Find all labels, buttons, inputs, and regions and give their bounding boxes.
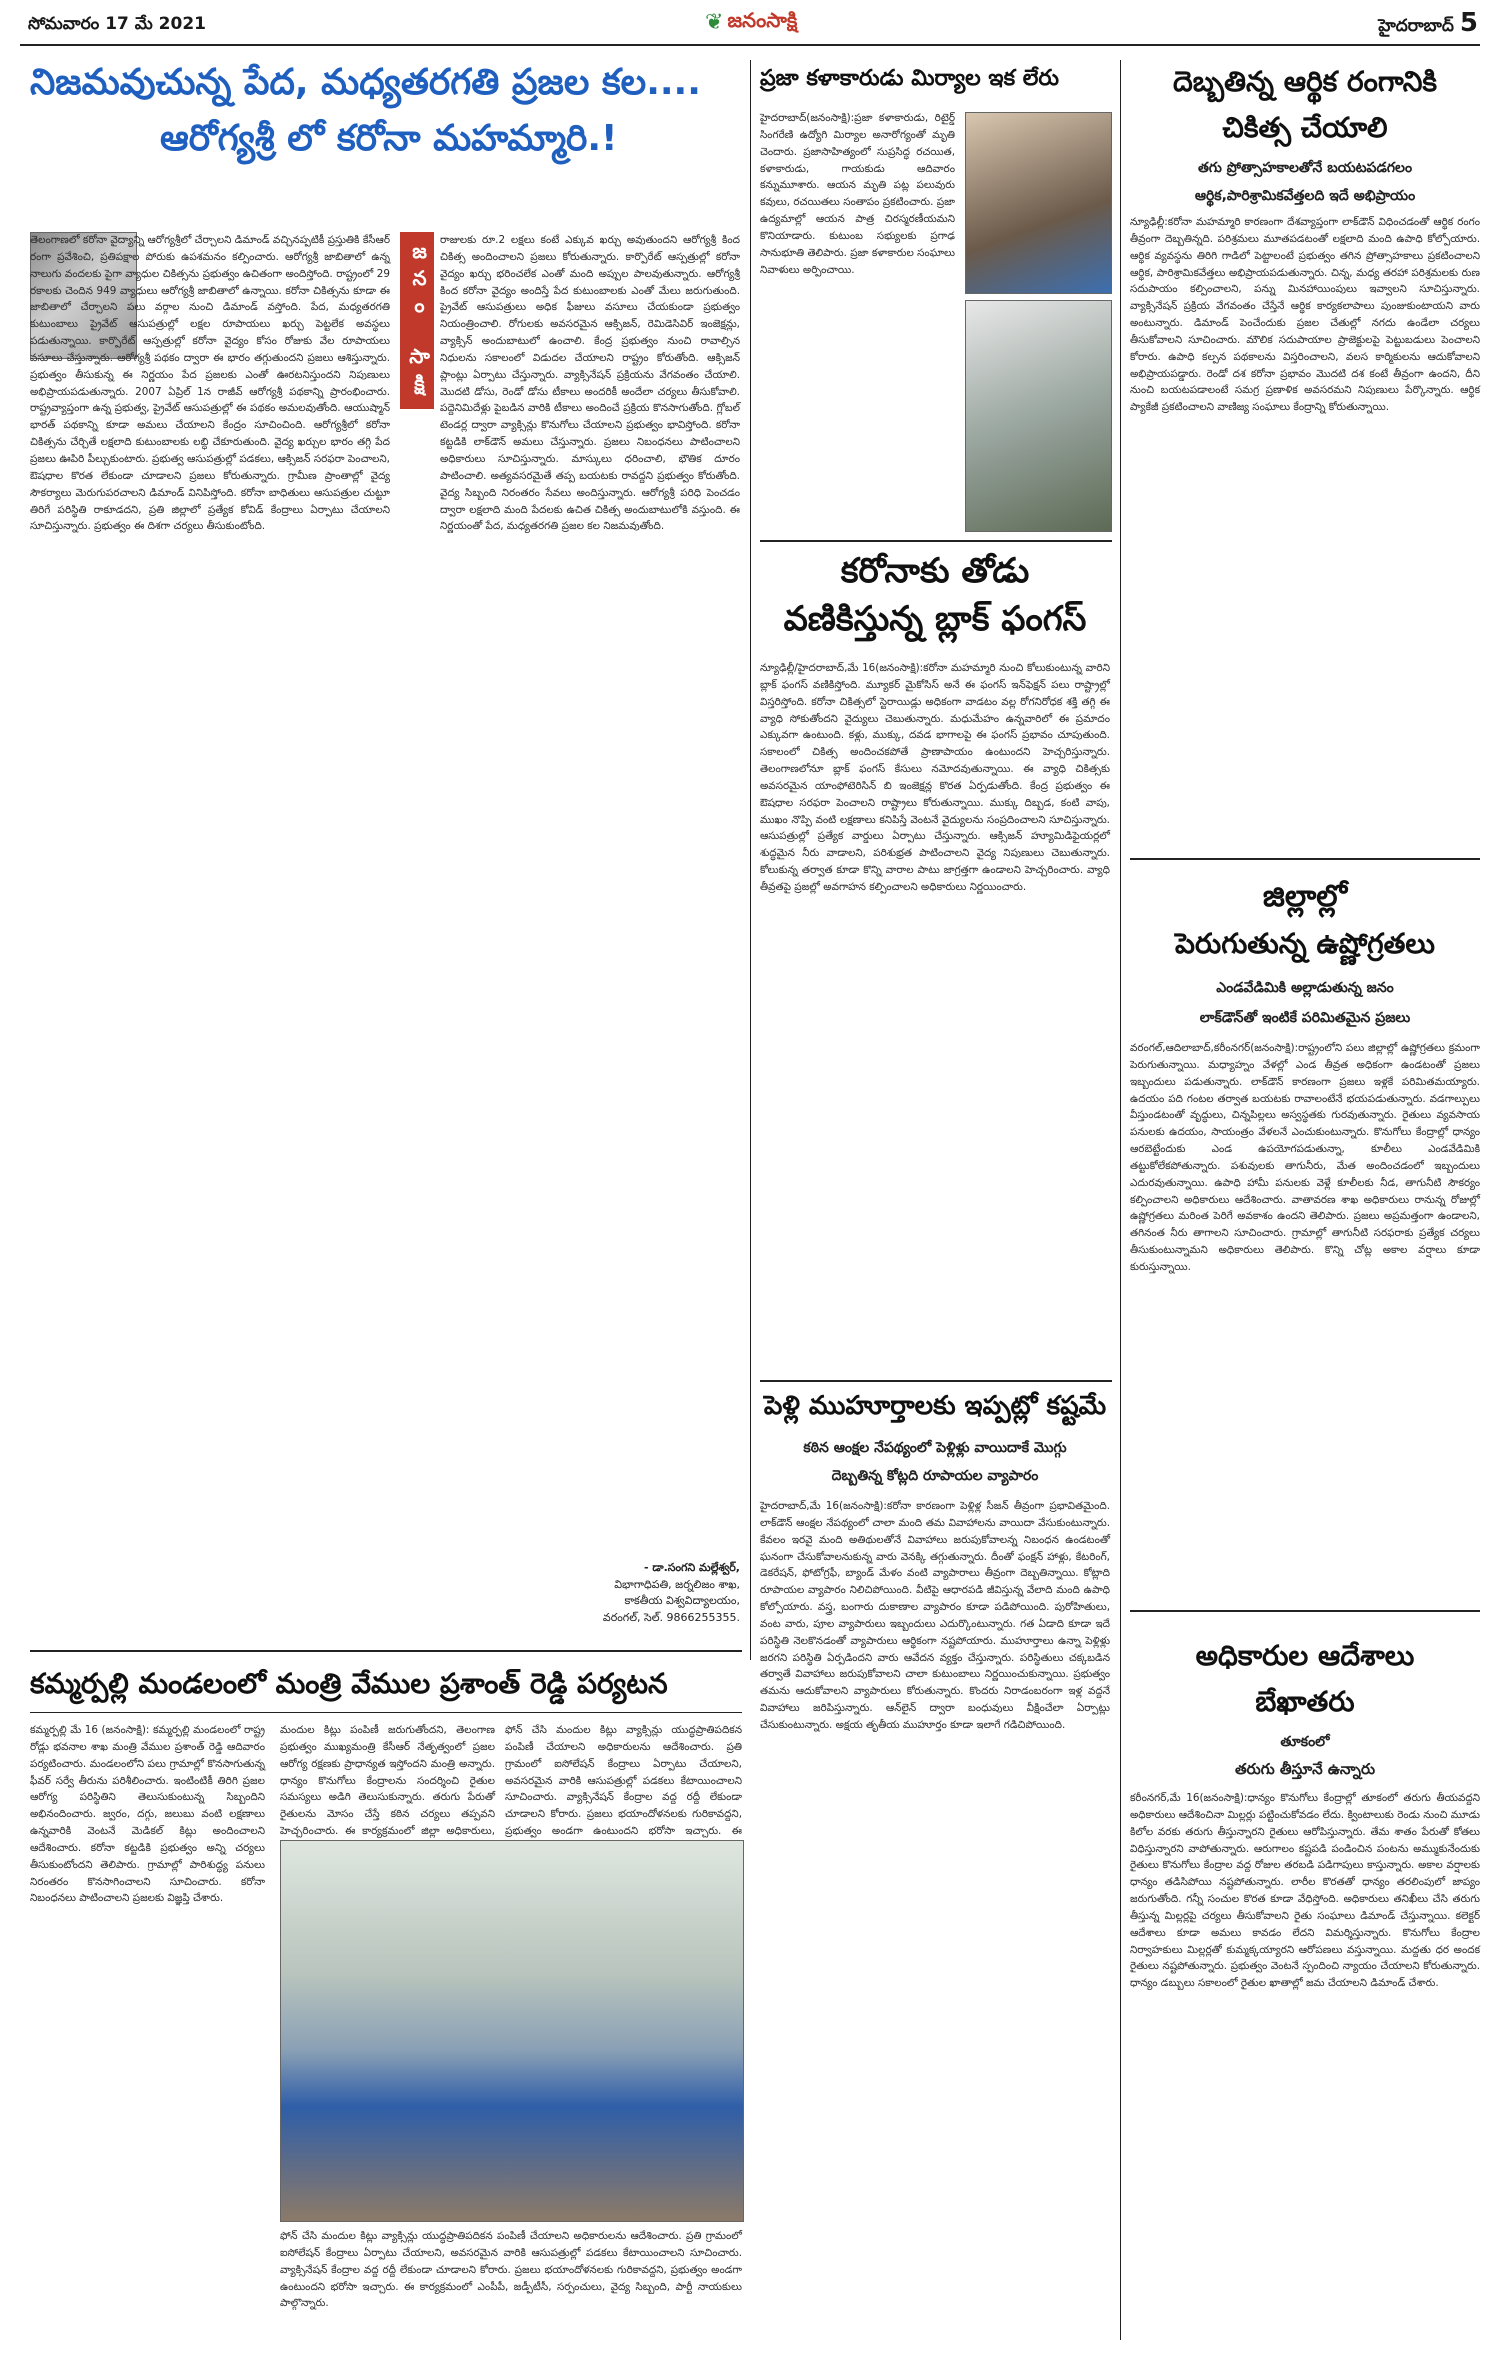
issue-date: సోమవారం 17 మే 2021 <box>28 14 206 34</box>
districts-text: వరంగల్,ఆదిలాబాద్,కరీంనగర్(జనంసాక్షి):రాష్ట్రంలోని పలు జిల్లాల్లో ఉష్ణోగ్రతలు క్రమంగా పెరుగుతున్నాయి. మధ్యాహ్నం వేళల్లో ఎండ తీవ్రత అధికంగా ఉండటంతో ప్రజలు ఇబ్బందులు పడుతున్నారు. లాక్‌డౌన్ కారణంగా ప్రజలు ఇళ్లకే పరిమితమయ్యారు. ఉదయం పది గంటల తర్వాత బయటకు రావాలంటేనే భయపడుతున్నారు. వడగాల్పులు వీస్తుండటంతో వృద్ధులు, చిన్నపిల్లలు అస్వస్థతకు గురవుతున్నారు. రైతులు వ్యవసాయ పనులకు ఉదయం, సాయంత్రం వేళలనే ఎంచుకుంటున్నారు. కొనుగోలు కేంద్రాల్లో ధాన్యం ఆరబెట్టేందుకు ఎండ ఉపయోగపడుతున్నా, కూలీలు ఎండవేడిమికి తట్టుకోలేకపోతున్నారు. పశువులకు తాగునీరు, మేత అందించడంలో ఇబ్బందులు ఎదురవుతున్నాయి. ఉపాధి హామీ పనులకు వెళ్లే కూలీలకు నీడ, తాగునీటి సౌకర్యం కల్పించాలని అధికారులు ఆదేశించారు. వాతావరణ శాఖ అధికారులు రానున్న రోజుల్లో ఉష్ణోగ్రతలు మరింత పెరిగే అవకాశం ఉందని తెలిపారు. ప్రజలు అప్రమత్తంగా ఉండాలని, తగినంత నీరు తాగాలని సూచించారు. గ్రామాల్లో తాగునీటి సరఫరాకు ప్రత్యేక చర్యలు తీసుకుంటున్నామని అధికారులు తెలిపారు. కొన్ని చోట్ల అకాల వర్షాలు కూడా కురుస్తున్నాయి. <box>1130 1042 1480 1273</box>
obit-event-photo <box>965 300 1112 532</box>
lead-signature <box>440 1560 740 1626</box>
page-locator <box>1378 8 1478 40</box>
economy-headline-2: చికిత్స చేయాలి <box>1222 111 1388 144</box>
officials-subhead-2: తరుగు తీస్తూనే ఉన్నారు <box>1234 1760 1376 1778</box>
minister-column-1: కమ్మర్పల్లి మే 16 (జనంసాక్షి): కమ్మర్పల్లి మండలంలో రాష్ట్ర రోడ్లు భవనాల శాఖ మంత్రి వేముల ప్రశాంత్ రెడ్డి ఆదివారం పర్యటించారు. మండలంలోని పలు గ్రామాల్లో కొనసాగుతున్న ఫీవర్ సర్వే తీరును పరిశీలించారు. ఇంటింటికీ తిరిగి ప్రజల ఆరోగ్య పరిస్థితిని తెలుసుకుంటున్న సిబ్బందిని అభినందించారు. జ్వరం, దగ్గు, జలుబు వంటి లక్షణాలు ఉన్నవారికి వెంటనే మెడికల్ కిట్లు అందించాలని ఆదేశించారు. కరోనా కట్టడికి ప్రభుత్వం అన్ని చర్యలు తీసుకుంటోందని తెలిపారు. గ్రామాల్లో పారిశుద్ధ్య పనులు నిరంతరం కొనసాగించాలని సూచించారు. కరోనా నిబంధనలు పాటించాలని ప్రజలకు విజ్ఞప్తి చేశారు. <box>30 1724 265 1905</box>
fungus-headline-1: కరోనాకు తోడు <box>840 551 1030 591</box>
minister-photo-caption: ఫోన్ చేసి మందుల కిట్లు వ్యాక్సిన్లు యుద్ధప్రాతిపదికన పంపిణీ చేయాలని అధికారులను ఆదేశించారు. ప్రతి గ్రామంలో ఐసోలేషన్ కేంద్రాలు ఏర్పాటు చేయాలని, అవసరమైన వారికి ఆసుపత్రుల్లో పడకలు కేటాయించాలని సూచించారు. వ్యాక్సినేషన్ కేంద్రాల వద్ద రద్దీ లేకుండా చూడాలని కోరారు. ప్రజలు భయాందోళనలకు గురికావద్దని, ప్రభుత్వం అండగా ఉంటుందని భరోసా ఇచ్చారు. ఈ కార్యక్రమంలో ఎంపీపీ, జడ్పీటీసీ, సర్పంచులు, వైద్య సిబ్బంది, పార్టీ నాయకులు పాల్గొన్నారు. <box>280 2230 742 2310</box>
signature-dept: విభాగాధిపతి, జర్నలిజం శాఖ, <box>614 1577 740 1591</box>
lead-bottom-rule <box>30 1650 742 1652</box>
obit-headline: ప్రజా కళాకారుడు మిర్యాల ఇక లేరు <box>760 66 1059 91</box>
officials-headline-1: అధికారుల ఆదేశాలు <box>1195 1639 1415 1672</box>
lead-headline-2: ఆరోగ్యశ్రీ లో కరోనా మహమ్మారి.! <box>160 118 618 159</box>
lead-column-1: తెలంగాణలో కరోనా వైద్యాన్ని ఆరోగ్యశ్రీలో చేర్చాలని డిమాండ్ వచ్చినప్పటికీ ప్రస్తుతికి కేసీఆర్ రంగా ప్రవేశించి, ప్రతిపక్షాల పోరుకు ఉపశమనం కల్పించారు. ఆరోగ్యశ్రీ జాబితాలో ఉన్న నాలుగు వందలకు పైగా వ్యాధుల చికిత్సను ప్రభుత్వం ఉచితంగా అందిస్తోంది. రాష్ట్రంలో 29 రకాలకు చెందిన 949 వ్యాధులు ఆరోగ్యశ్రీ జాబితాలో ఉన్నాయి. కరోనా చికిత్సను కూడా ఈ జాబితాలో చేర్చాలని పలు వర్గాల నుంచి డిమాండ్ వస్తోంది. పేద, మధ్యతరగతి కుటుంబాలు ప్రైవేట్ ఆసుపత్రుల్లో లక్షల రూపాయలు ఖర్చు పెట్టలేక అవస్థలు పడుతున్నాయి. కార్పొరేట్ ఆస్పత్రుల్లో కరోనా వైద్యం కోసం రోజుకు వేల రూపాయలు వసూలు చేస్తున్నారు. ఆరోగ్యశ్రీ పథకం ద్వారా ఈ భారం తగ్గుతుందని ప్రజలు ఆశిస్తున్నారు. ప్రభుత్వం తీసుకున్న ఈ నిర్ణయం పేద ప్రజలకు ఎంతో ఊరటనిస్తుందని నిపుణులు అభిప్రాయపడుతున్నారు. 2007 ఏప్రిల్ 1న రాజీవ్ ఆరోగ్యశ్రీ పథకాన్ని ప్రారంభించారు. రాష్ట్రవ్యాప్తంగా ఉన్న ప్రభుత్వ, ప్రైవేట్ ఆసుపత్రుల్లో ఈ పథకం అమలవుతోంది. ఆయుష్మాన్ భారత్ పథకాన్ని కూడా అమలు చేయాలని కేంద్రం సూచించింది. ఆరోగ్యశ్రీలో కరోనా చికిత్సను చేర్చితే లక్షలాది కుటుంబాలకు లబ్ధి చేకూరుతుంది. వైద్య ఖర్చుల భారం తగ్గి పేద ప్రజలు ఊపిరి పీల్చుకుంటారు. ప్రభుత్వ ఆసుపత్రుల్లో పడకలు, ఆక్సిజన్ సరఫరా పెంచాలని, ఔషధాల కొరత లేకుండా చూడాలని ప్రజలు కోరుతున్నారు. గ్రామీణ ప్రాంతాల్లో వైద్య సౌకర్యాలు మెరుగుపరచాలని డిమాండ్ వినిపిస్తోంది. కరోనా బాధితులు ఆసుపత్రుల చుట్టూ తిరిగే పరిస్థితి రాకూడదని, ప్రతి జిల్లాలో ప్రత్యేక కోవిడ్ కేంద్రాలు ఏర్పాటు చేయాలని సూచిస్తున్నారు. ప్రభుత్వం ఈ దిశగా చర్యలు తీసుకుంటోంది. <box>30 234 390 533</box>
paper-masthead <box>705 8 797 37</box>
districts-bottom-rule <box>1130 1610 1480 1612</box>
column-rule-b <box>1120 60 1121 2340</box>
economy-subhead-1: తగు ప్రోత్సాహకాలతోనే బయటపడగలం <box>1197 160 1413 176</box>
districts-subhead-1: ఎండవేడిమికి అల్లాడుతున్న జనం <box>1216 980 1394 996</box>
officials-subhead-1: తూకంలో <box>1280 1734 1330 1750</box>
paper-name: జనంసాక్షి <box>727 8 798 32</box>
officials-headline-2: బేఖాతరు <box>1255 1685 1355 1718</box>
sprout-logo-icon: ❦ <box>705 10 724 35</box>
districts-subhead-2: లాక్‌డౌన్‌తో ఇంటికే పరిమితమైన ప్రజలు <box>1199 1010 1411 1026</box>
signature-name: - డా.సంగని మల్లేశ్వర్, <box>643 1561 740 1574</box>
obit-text: హైదరాబాద్(జనంసాక్షి):ప్రజా కళాకారుడు, రిటైర్డ్ సింగరేణి ఉద్యోగి మిర్యాల అనారోగ్యంతో మృతి చెందారు. ప్రజాసాహిత్యంలో సుప్రసిద్ధ రచయిత, కళాకారుడు, గాయకుడు ఆదివారం కన్నుమూశారు. ఆయన మృతి పట్ల పలువురు కవులు, రచయితలు సంతాపం ప్రకటించారు. ప్రజా ఉద్యమాల్లో ఆయన పాత్ర చిరస్మరణీయమని కొనియాడారు. కుటుంబ సభ్యులకు ప్రగాఢ సానుభూతి తెలిపారు. ప్రజా కళాకారుల సంఘాలు నివాళులు అర్పించాయి. <box>760 112 955 276</box>
minister-column-3: ఫోన్ చేసి మందుల కిట్లు వ్యాక్సిన్లు యుద్ధప్రాతిపదికన పంపిణీ చేయాలని అధికారులను ఆదేశించారు. ప్రతి గ్రామంలో ఐసోలేషన్ కేంద్రాలు ఏర్పాటు చేయాలని, అవసరమైన వారికి ఆసుపత్రుల్లో పడకలు కేటాయించాలని సూచించారు. వ్యాక్సినేషన్ కేంద్రాల వద్ద రద్దీ లేకుండా చూడాలని కోరారు. ప్రజలు భయాందోళనలకు గురికావద్దని, ప్రభుత్వం అండగా ఉంటుందని భరోసా ఇచ్చారు. ఈ <box>505 1724 742 1838</box>
obit-bottom-rule <box>760 540 1112 542</box>
economy-text: న్యూఢిల్లీ:కరోనా మహమ్మారి కారణంగా దేశవ్యాప్తంగా లాక్‌డౌన్ విధించడంతో ఆర్థిక రంగం తీవ్రంగా దెబ్బతిన్నది. పరిశ్రమలు మూతపడటంతో లక్షలాది మంది ఉపాధి కోల్పోయారు. ఆర్థిక వ్యవస్థను తిరిగి గాడిలో పెట్టాలంటే ప్రభుత్వం తగిన ప్రోత్సాహకాలు ప్రకటించాలని ఆర్థిక, పారిశ్రామికవేత్తలు అభిప్రాయపడుతున్నారు. చిన్న, మధ్య తరహా పరిశ్రమలకు రుణ సదుపాయం కల్పించాలని, పన్ను మినహాయింపులు ఇవ్వాలని సూచిస్తున్నారు. వ్యాక్సినేషన్ ప్రక్రియ వేగవంతం చేస్తేనే ఆర్థిక కార్యకలాపాలు పుంజుకుంటాయని వారు అంటున్నారు. డిమాండ్ పెంచేందుకు ప్రజల చేతుల్లో నగదు ఉండేలా చర్యలు తీసుకోవాలని సూచించారు. మౌలిక సదుపాయాల ప్రాజెక్టులపై పెట్టుబడులు పెంచాలని కోరారు. ఉపాధి కల్పన పథకాలను విస్తరించాలని, వలస కార్మికులను ఆదుకోవాలని అభిప్రాయపడ్డారు. రెండో దశ కరోనా ప్రభావం మొదటి దశ కంటే తీవ్రంగా ఉందని, దీని నుంచి బయటపడాలంటే సమగ్ర ప్రణాళిక అవసరమని నిపుణులు పేర్కొన్నారు. ఆర్థిక ప్యాకేజీ ప్రకటించాలని వాణిజ్య సంఘాలు కేంద్రాన్ని కోరుతున్నాయి. <box>1130 216 1480 414</box>
signature-university: కాకతీయ విశ్వవిద్యాలయం, <box>624 1594 740 1607</box>
economy-headline-1: దెబ్బతిన్న ఆర్థిక రంగానికి <box>1172 65 1438 98</box>
weddings-subhead-2: దెబ్బతిన్న కోట్లది రూపాయల వ్యాపారం <box>831 1468 1039 1484</box>
fungus-text: న్యూఢిల్లీ/హైదరాబాద్,మే 16(జనంసాక్షి):కరోనా మహమ్మారి నుంచి కోలుకుంటున్న వారిని బ్లాక్ ఫంగస్ వణికిస్తోంది. మ్యూకర్ మైకోసిస్ అనే ఈ ఫంగస్ ఇన్‌ఫెక్షన్ పలు రాష్ట్రాల్లో విస్తరిస్తోంది. కరోనా చికిత్సలో స్టెరాయిడ్లు అధికంగా వాడటం వల్ల రోగనిరోధక శక్తి తగ్గి ఈ వ్యాధి సోకుతోందని వైద్యులు చెబుతున్నారు. మధుమేహం ఉన్నవారిలో ఈ ప్రమాదం ఎక్కువగా ఉంటుంది. కళ్లు, ముక్కు, దవడ భాగాలపై ఈ ఫంగస్ ప్రభావం చూపుతుంది. సకాలంలో చికిత్స అందించకపోతే ప్రాణాపాయం ఉంటుందని హెచ్చరిస్తున్నారు. తెలంగాణలోనూ బ్లాక్ ఫంగస్ కేసులు నమోదవుతున్నాయి. ఈ వ్యాధి చికిత్సకు అవసరమైన యాంఫోటెరిసిన్ బి ఇంజెక్షన్ల కొరత ఏర్పడుతోంది. కేంద్ర ప్రభుత్వం ఈ ఔషధాల సరఫరా పెంచాలని రాష్ట్రాలు కోరుతున్నాయి. ముక్కు దిబ్బడ, కంటి వాపు, ముఖం నొప్పి వంటి లక్షణాలు కనిపిస్తే వెంటనే వైద్యులను సంప్రదించాలని సూచిస్తున్నారు. ఆసుపత్రుల్లో ప్రత్యేక వార్డులు ఏర్పాటు చేస్తున్నారు. ఆక్సిజన్ హ్యూమిడిఫైయర్లలో శుద్ధమైన నీరు వాడాలని, పరిశుభ్రత పాటించాలని వైద్య నిపుణులు చెబుతున్నారు. కోలుకున్న తర్వాత కూడా కొన్ని వారాల పాటు జాగ్రత్తగా ఉండాలని హెచ్చరించారు. వ్యాధి తీవ్రతపై ప్రజల్లో అవగాహన కల్పించాలని అధికారులు నిర్ణయించారు. <box>760 662 1110 893</box>
weddings-headline: పెళ్లి ముహూర్తాలకు ఇప్పట్లో కష్టమే <box>763 1391 1107 1421</box>
page-number: 5 <box>1459 8 1478 38</box>
minister-column-2: మందుల కిట్లు పంపిణీ జరుగుతోందని, తెలంగాణ ప్రభుత్వం ముఖ్యమంత్రి కేసీఆర్ నేతృత్వంలో ప్రజల ఆరోగ్య రక్షణకు ప్రాధాన్యత ఇస్తోందని మంత్రి అన్నారు. ధాన్యం కొనుగోలు కేంద్రాలను సందర్శించి రైతుల సమస్యలు అడిగి తెలుసుకున్నారు. తరుగు పేరుతో రైతులను మోసం చేస్తే కఠిన చర్యలు తప్పవని హెచ్చరించారు. ఈ కార్యక్రమంలో జిల్లా అధికారులు, <box>280 1724 495 1838</box>
weddings-text: హైదరాబాద్,మే 16(జనంసాక్షి):కరోనా కారణంగా పెళ్లిళ్ల సీజన్ తీవ్రంగా ప్రభావితమైంది. లాక్‌డౌన్ ఆంక్షల నేపథ్యంలో చాలా మంది తమ వివాహాలను వాయిదా వేసుకుంటున్నారు. కేవలం ఇరవై మంది అతిథులతోనే వివాహాలు జరుపుకోవాలన్న నిబంధన ఉండటంతో ఘనంగా చేసుకోవాలనుకున్న వారు వెనక్కి తగ్గుతున్నారు. దీంతో ఫంక్షన్ హాళ్లు, కేటరింగ్, డెకరేషన్, ఫోటోగ్రఫీ, బ్యాండ్ మేళం వంటి వ్యాపారాలు తీవ్రంగా దెబ్బతిన్నాయి. కోట్లాది రూపాయల వ్యాపారం నిలిచిపోయింది. వీటిపై ఆధారపడి జీవిస్తున్న వేలాది మంది ఉపాధి కోల్పోయారు. వస్త్ర, బంగారు దుకాణాల వ్యాపారం కూడా పడిపోయింది. పురోహితులు, వంట వారు, పూల వ్యాపారులు ఇబ్బందులు ఎదుర్కొంటున్నారు. గత ఏడాది కూడా ఇదే పరిస్థితి నెలకొనడంతో వ్యాపారులు ఆర్థికంగా నష్టపోయారు. ముహూర్తాలు ఉన్నా పెళ్లిళ్లు జరగని పరిస్థితి ఏర్పడిందని వారు ఆవేదన వ్యక్తం చేస్తున్నారు. పరిస్థితులు చక్కబడిన తర్వాతే వివాహాలు జరుపుకోవాలని చాలా కుటుంబాలు నిర్ణయించుకున్నాయి. ప్రభుత్వం తమను ఆదుకోవాలని వ్యాపారులు కోరుతున్నారు. కొందరు నిరాడంబరంగా ఇళ్ల వద్దనే వివాహాలు జరిపిస్తున్నారు. ఆన్‌లైన్ ద్వారా బంధువులు వీక్షించేలా ఏర్పాట్లు చేసుకుంటున్నారు. అక్షయ తృతీయ ముహూర్తం కూడా ఇలాగే గడిచిపోయింది. <box>760 1500 1110 1731</box>
signature-contact: వరంగల్, సెల్. 9866255355. <box>602 1610 740 1624</box>
economy-subhead-2: ఆర్థిక,పారిశ్రామికవేత్తలది ఇదే అభిప్రాయం <box>1194 188 1416 204</box>
minister-event-photo <box>280 1840 744 2222</box>
janam-sakshi-tag: జనం సాక్షి <box>400 232 434 409</box>
minister-headline-rule <box>30 1712 742 1713</box>
districts-headline-2: పెరుగుతున్న ఉష్ణోగ్రతలు <box>1175 927 1435 960</box>
fungus-bottom-rule <box>760 1380 1112 1382</box>
economy-bottom-rule <box>1130 858 1480 860</box>
column-rule-a <box>750 60 751 1660</box>
fungus-headline-2: వణికిస్తున్న బ్లాక్ ఫంగస్ <box>783 599 1087 639</box>
obit-portrait-photo <box>965 112 1112 294</box>
officials-text: కరీంనగర్,మే 16(జనంసాక్షి):ధాన్యం కొనుగోలు కేంద్రాల్లో తూకంలో తరుగు తీయవద్దని అధికారులు ఆదేశించినా మిల్లర్లు పట్టించుకోవడం లేదు. క్వింటాలుకు రెండు నుంచి మూడు కిలోల వరకు తరుగు తీస్తున్నారని రైతులు ఆరోపిస్తున్నారు. తేమ శాతం పేరుతో కోతలు విధిస్తున్నారని వాపోతున్నారు. ఆరుగాలం కష్టపడి పండించిన పంటను అమ్ముకునేందుకు రైతులు కొనుగోలు కేంద్రాల వద్ద రోజుల తరబడి పడిగాపులు కాస్తున్నారు. అకాల వర్షాలకు ధాన్యం తడిసిపోయి నష్టపోతున్నారు. లారీల కొరతతో ధాన్యం తరలింపులో జాప్యం జరుగుతోంది. గన్నీ సంచుల కొరత కూడా వేధిస్తోంది. అధికారులు తనిఖీలు చేసి తరుగు తీస్తున్న మిల్లర్లపై చర్యలు తీసుకోవాలని రైతు సంఘాలు డిమాండ్ చేస్తున్నాయి. కలెక్టర్ ఆదేశాలు కూడా అమలు కావడం లేదని విమర్శిస్తున్నారు. కొనుగోలు కేంద్రాల నిర్వాహకులు మిల్లర్లతో కుమ్మక్కయ్యారని ఆరోపణలు వస్తున్నాయి. మద్దతు ధర అందక రైతులు నష్టపోతున్నారు. ప్రభుత్వం వెంటనే స్పందించి న్యాయం చేయాలని కోరుతున్నారు. ధాన్యం డబ్బులు సకాలంలో రైతుల ఖాతాల్లో జమ చేయాలని డిమాండ్ చేశారు. <box>1130 1792 1480 1990</box>
lead-headline-1: నిజమవుచున్న పేద, మధ్యతరగతి ప్రజల కల.... <box>30 62 701 103</box>
weddings-subhead-1: కఠిన ఆంక్షల నేపథ్యంలో పెళ్లిళ్లు వాయిదాకే మొగ్గు <box>803 1440 1067 1456</box>
header-divider <box>20 44 1480 46</box>
city-name: హైదరాబాద్ <box>1378 16 1454 36</box>
districts-headline-1: జిల్లాల్లో <box>1262 879 1348 914</box>
minister-headline: కమ్మర్పల్లి మండలంలో మంత్రి వేముల ప్రశాంత్ రెడ్డి పర్యటన <box>30 1667 668 1700</box>
lead-column-2: రాజులకు రూ.2 లక్షలు కంటే ఎక్కువ ఖర్చు అవుతుందని ఆరోగ్యశ్రీ కింద చికిత్స అందించాలని ప్రజలు కోరుతున్నారు. కార్పొరేట్ ఆస్పత్రుల్లో కరోనా వైద్యం ఖర్చు భరించలేక ఎంతో మంది అప్పుల పాలవుతున్నారు. ఆరోగ్యశ్రీ కింద కరోనా వైద్యం అందిస్తే పేద కుటుంబాలకు ఎంతో మేలు జరుగుతుంది. ప్రైవేట్ ఆసుపత్రులు అధిక ఫీజులు వసూలు చేయకుండా ప్రభుత్వం నియంత్రించాలి. రోగులకు అవసరమైన ఆక్సిజన్, రెమిడెసివిర్ ఇంజెక్షన్లు, వ్యాక్సిన్ అందుబాటులో ఉంచాలి. కేంద్ర ప్రభుత్వం నుంచి రావాల్సిన నిధులను సకాలంలో విడుదల చేయాలని రాష్ట్రం కోరుతోంది. ఆక్సిజన్ ప్లాంట్లు ఏర్పాటు చేస్తున్నారు. వ్యాక్సినేషన్ ప్రక్రియను వేగవంతం చేయాలి. మొదటి డోసు, రెండో డోసు టీకాలు అందరికీ అందేలా చర్యలు తీసుకోవాలి. పద్దెనిమిదేళ్లు పైబడిన వారికి టీకాలు అందించే ప్రక్రియ కొనసాగుతోంది. గ్లోబల్ టెండర్ల ద్వారా వ్యాక్సిన్లు కొనుగోలు చేయాలని ప్రభుత్వం భావిస్తోంది. కరోనా కట్టడికి లాక్‌డౌన్ అమలు చేస్తున్నారు. ప్రజలు నిబంధనలు పాటించాలని అధికారులు సూచిస్తున్నారు. మాస్కులు ధరించాలి, భౌతిక దూరం పాటించాలి. అత్యవసరమైతే తప్ప బయటకు రావద్దని ప్రభుత్వం కోరుతోంది. వైద్య సిబ్బంది నిరంతరం సేవలు అందిస్తున్నారు. ఆరోగ్యశ్రీ పరిధి పెంచడం ద్వారా లక్షలాది మంది పేదలకు ఉచిత చికిత్స అందుబాటులోకి వస్తుంది. ఈ నిర్ణయంతో పేద, మధ్యతరగతి ప్రజల కల నిజమవుతోంది. <box>440 234 740 533</box>
